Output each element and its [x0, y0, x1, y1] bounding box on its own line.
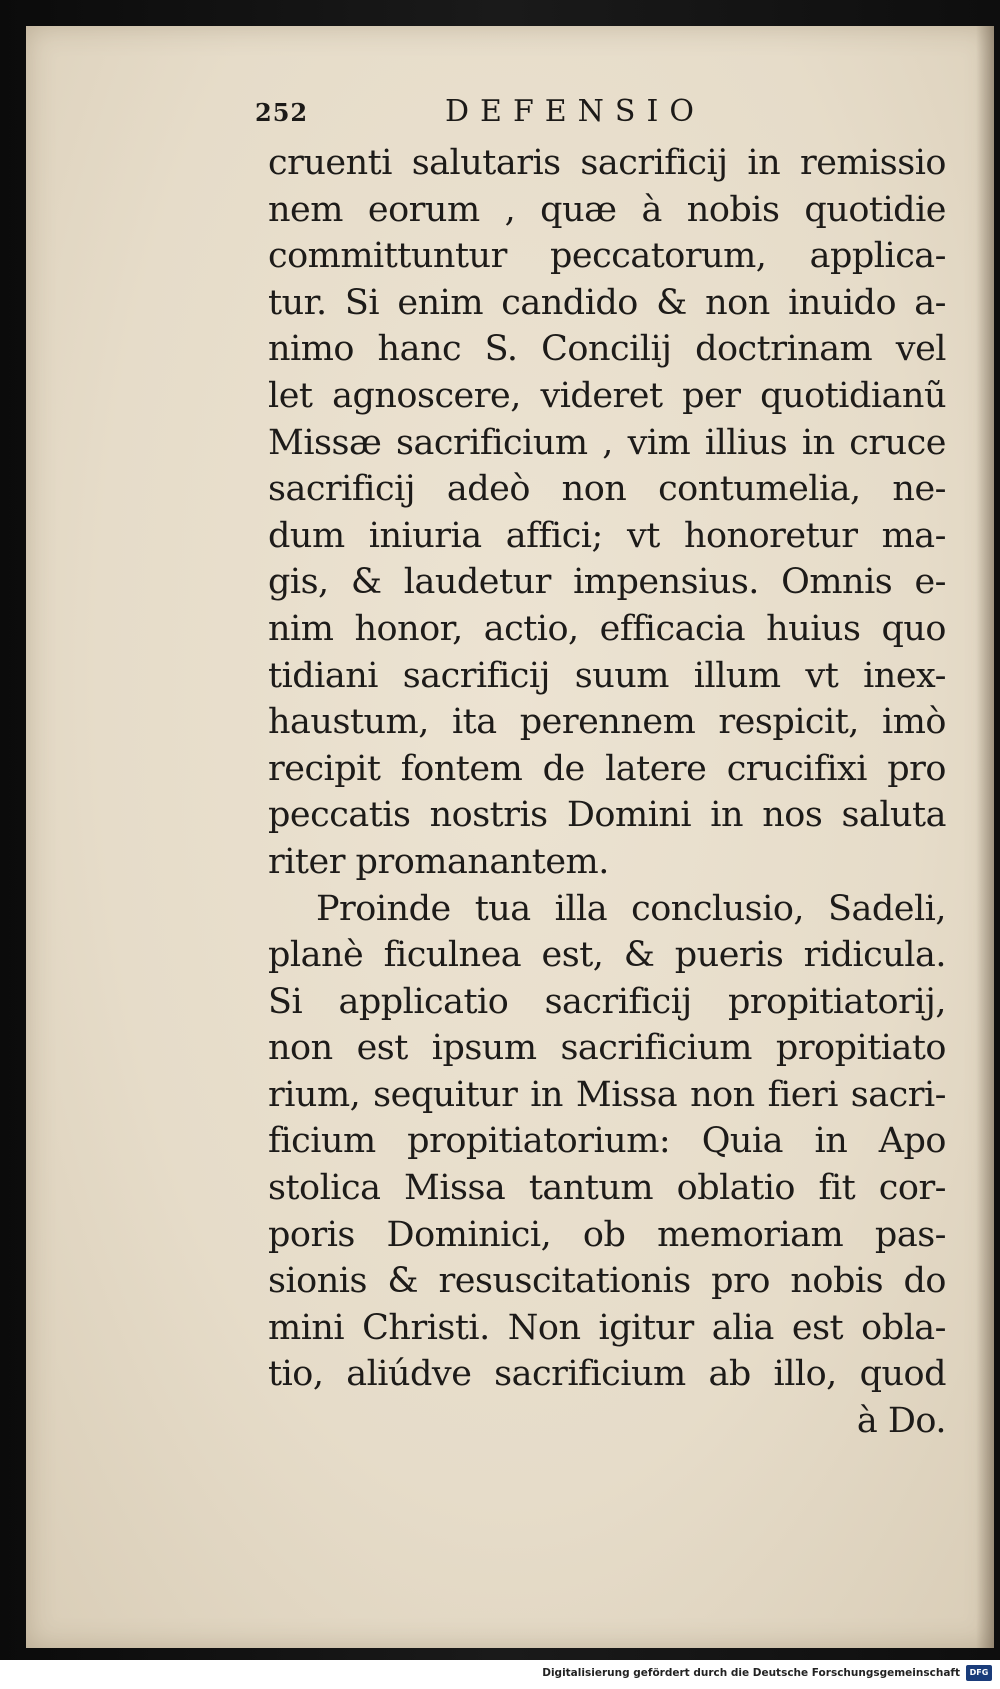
text-line: sionis & resuscitationis pro nobis do: [268, 1261, 946, 1302]
text-line: dum iniuria affici; vt honoretur ma-: [268, 515, 946, 556]
text-line: committuntur peccatorum, applica-: [268, 236, 946, 277]
text-line: peccatis nostris Domini in nos saluta: [268, 795, 946, 836]
text-line: planè ficulnea est, & pueris ridicula.: [268, 935, 946, 976]
running-head: [255, 94, 775, 134]
catchword: à Do.: [856, 1401, 946, 1442]
paragraph-end-line: riter promanantem.: [268, 841, 609, 882]
text-line: sacrificij adeò non contumelia, ne-: [268, 469, 946, 510]
digitization-credit: Digitalisierung gefördert durch die Deutsche Forschungsgemeinschaft: [542, 1667, 960, 1679]
text-line: gis, & laudetur impensius. Omnis e-: [268, 562, 946, 603]
text-line: mini Christi. Non igitur alia est obla-: [268, 1307, 946, 1348]
page-number: 252: [255, 98, 309, 127]
text-line: let agnoscere, videret per quotidianũ: [268, 375, 946, 416]
text-line: cruenti salutaris sacrificij in remissio: [268, 143, 946, 183]
text-line: recipit fontem de latere crucifixi pro: [268, 748, 946, 789]
text-line: Missæ sacrificium , vim illius in cruce: [268, 422, 946, 463]
text-line: haustum, ita perennem respicit, imò: [268, 702, 946, 743]
text-line: nimo hanc S. Concilij doctrinam vel: [268, 329, 946, 370]
running-title: DEFENSIO: [445, 94, 705, 129]
text-line: nim honor, actio, efficacia huius quo: [268, 608, 946, 649]
body-text: [268, 140, 946, 1445]
text-line: tio, aliúdve sacrificium ab illo, quod: [268, 1354, 946, 1395]
page-edge-shadow: [976, 26, 994, 1648]
text-line: nem eorum , quæ à nobis quotidie: [268, 189, 946, 230]
footer-bar: [0, 1660, 1000, 1689]
text-line: poris Dominici, ob memoriam pas-: [268, 1214, 946, 1255]
dfg-logo: DFG: [966, 1665, 992, 1681]
text-line: stolica Missa tantum oblatio fit cor-: [268, 1168, 946, 1209]
text-line: tur. Si enim candido & non inuido a-: [268, 282, 946, 323]
text-line: ficium propitiatorium: Quia in Apo: [268, 1121, 946, 1162]
text-line: rium, sequitur in Missa non fieri sacri-: [268, 1074, 946, 1115]
text-line: tidiani sacrificij suum illum vt inex-: [268, 655, 946, 696]
text-line: Si applicatio sacrificij propitiatorij,: [268, 981, 946, 1022]
text-line: non est ipsum sacrificium propitiato: [268, 1028, 946, 1069]
paragraph-start-line: Proinde tua illa conclusio, Sadeli,: [316, 888, 946, 929]
